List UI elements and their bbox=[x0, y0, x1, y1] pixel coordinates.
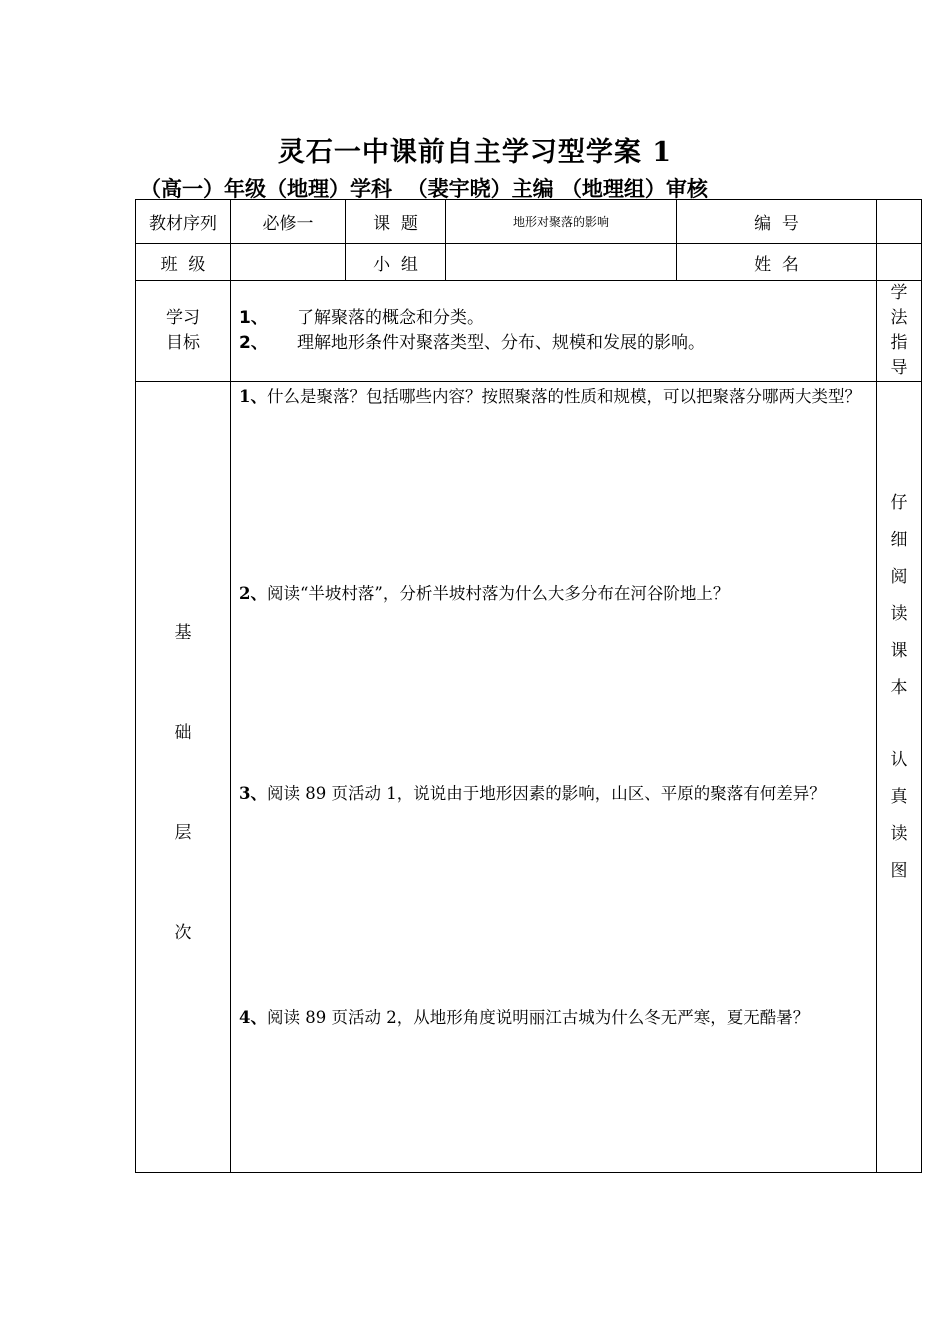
tip-char: 课 bbox=[890, 641, 908, 661]
basic-level-row bbox=[136, 382, 922, 1173]
tip-char: 真 bbox=[890, 787, 908, 807]
basic-level-label bbox=[136, 382, 231, 1173]
name-value[interactable] bbox=[877, 244, 922, 281]
method-guide-char: 法 bbox=[890, 308, 908, 328]
tip-char: 细 bbox=[890, 530, 908, 550]
question-number: 4、 bbox=[239, 1008, 267, 1027]
tip-char: 图 bbox=[890, 861, 908, 881]
goals-label-line1: 学习 bbox=[166, 308, 200, 328]
question-number: 1、 bbox=[239, 387, 267, 406]
study-plan-table bbox=[135, 199, 922, 1173]
class-value[interactable] bbox=[231, 244, 346, 281]
method-guide-char: 指 bbox=[890, 333, 908, 353]
tip-char: 认 bbox=[890, 750, 908, 770]
class-label: 班 级 bbox=[136, 244, 231, 281]
goals-label-line2: 目标 bbox=[166, 333, 200, 353]
study-tips bbox=[877, 382, 922, 1173]
goal-item bbox=[239, 306, 876, 331]
goal-item bbox=[239, 331, 876, 356]
basic-level-char: 层 bbox=[174, 823, 192, 843]
topic-label: 课 题 bbox=[346, 200, 446, 244]
goal-number: 2、 bbox=[239, 333, 268, 353]
method-guide-label bbox=[877, 281, 922, 382]
tip-char: 本 bbox=[890, 678, 908, 698]
textbook-label: 教材序列 bbox=[136, 200, 231, 244]
basic-level-char: 础 bbox=[174, 723, 192, 743]
goals-content bbox=[231, 281, 877, 382]
group-label: 小 组 bbox=[346, 244, 446, 281]
header-row-2 bbox=[136, 244, 922, 281]
number-label: 编 号 bbox=[677, 200, 877, 244]
number-value[interactable] bbox=[877, 200, 922, 244]
name-label: 姓 名 bbox=[677, 244, 877, 281]
textbook-value: 必修一 bbox=[231, 200, 346, 244]
page-subtitle: （高一）年级（地理）学科 （裴宇晓）主编 （地理组）审核 bbox=[140, 176, 708, 201]
tip-char: 阅 bbox=[890, 567, 908, 587]
question-3 bbox=[239, 781, 870, 806]
question-text: 阅读“半坡村落”，分析半坡村落为什么大多分布在河谷阶地上？ bbox=[266, 584, 730, 603]
goal-number: 1、 bbox=[239, 308, 268, 328]
tip-char: 仔 bbox=[890, 493, 908, 513]
method-guide-char: 导 bbox=[890, 358, 908, 378]
page-title: 灵石一中课前自主学习型学案 1 bbox=[277, 137, 673, 168]
tip-char: 读 bbox=[890, 604, 908, 624]
goal-text: 了解聚落的概念和分类。 bbox=[297, 308, 484, 328]
question-text: 阅读 89 页活动 2，从地形角度说明丽江古城为什么冬无严寒，夏无酷暑？ bbox=[266, 1008, 810, 1027]
question-4 bbox=[239, 1005, 870, 1030]
method-guide-char: 学 bbox=[890, 283, 908, 303]
question-number: 3、 bbox=[239, 784, 267, 803]
topic-value: 地形对聚落的影响 bbox=[446, 200, 677, 244]
goals-row bbox=[136, 281, 922, 382]
question-text: 阅读 89 页活动 1，说说由于地形因素的影响，山区、平原的聚落有何差异？ bbox=[266, 784, 826, 803]
goal-text: 理解地形条件对聚落类型、分布、规模和发展的影响。 bbox=[297, 333, 705, 353]
tip-char: 读 bbox=[890, 824, 908, 844]
question-1 bbox=[239, 384, 870, 409]
question-text: 什么是聚落？包括哪些内容？按照聚落的性质和规模，可以把聚落分哪两大类型？ bbox=[266, 387, 861, 406]
question-2 bbox=[239, 581, 870, 606]
basic-level-char: 基 bbox=[174, 623, 192, 643]
basic-level-char: 次 bbox=[174, 923, 192, 943]
header-row-1 bbox=[136, 200, 922, 244]
goals-label bbox=[136, 281, 231, 382]
questions-area bbox=[231, 382, 877, 1173]
question-number: 2、 bbox=[239, 584, 267, 603]
group-value[interactable] bbox=[446, 244, 677, 281]
